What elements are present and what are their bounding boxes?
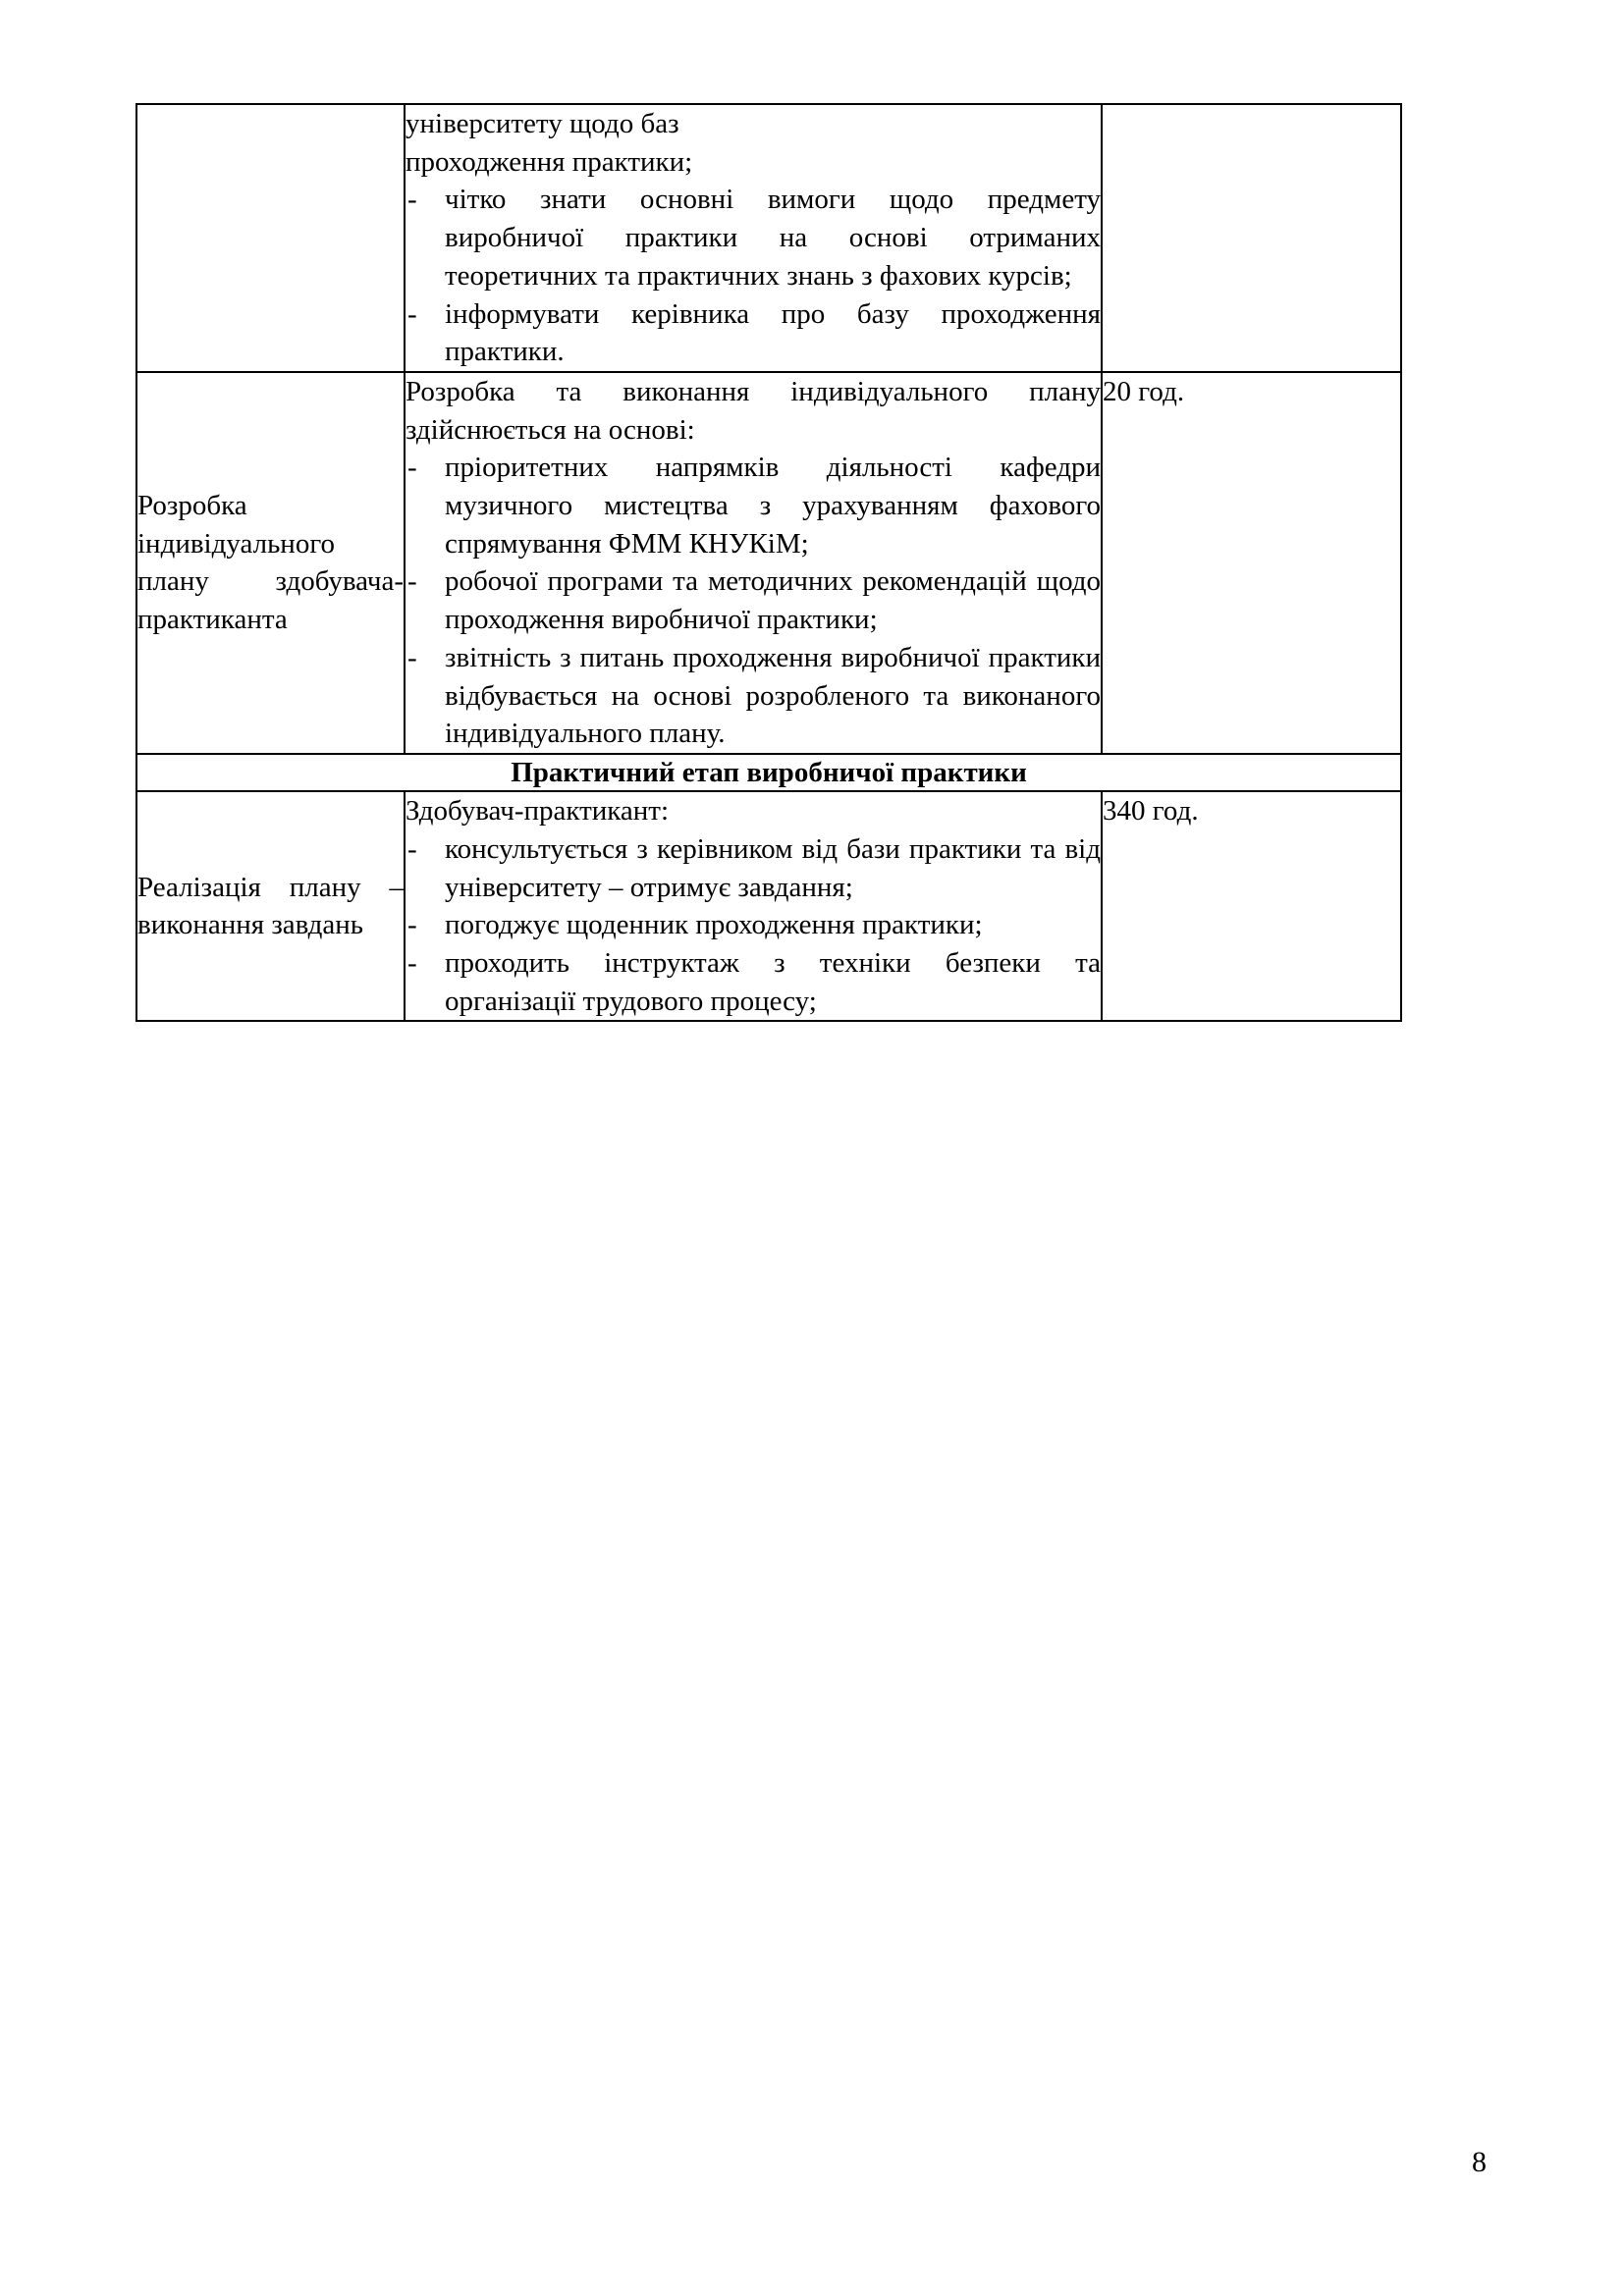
practice-stages-table (135, 103, 1402, 1022)
row2-lead-text: Розробка та виконання індивідуального плану здійснюється на основі: (406, 375, 1101, 446)
row3-stage-name: Реалізація плану – виконання завдань (137, 871, 404, 941)
row3-bullet-list (406, 830, 1101, 1021)
list-item-text: пріоритетних напрямків діяльності кафедри музичного мистецтва з урахуванням фахового спрямування ФММ КНУКіМ; (445, 452, 1101, 560)
row1-continued-line-1: університету щодо баз (406, 108, 679, 139)
list-item-text: проходить інструктаж з техніки безпеки та організації трудового процесу; (445, 947, 1101, 1017)
row3-content-cell (405, 791, 1102, 1021)
dash-bullet-icon: - (407, 452, 417, 484)
row2-stage-name-cell (136, 372, 405, 754)
row1-content-cell (405, 104, 1102, 372)
list-item (406, 944, 1101, 1020)
dash-bullet-icon: - (407, 184, 417, 216)
row2-stage-name: Розробка індивідуального плану здобувача-практиканта (137, 490, 404, 635)
table-row (136, 791, 1401, 1021)
section-band-row (136, 754, 1401, 791)
row3-hours: 340 год. (1103, 795, 1199, 828)
row1-continued-line-2: проходження практики; (406, 145, 693, 178)
row2-bullet-list (406, 449, 1101, 753)
dash-bullet-icon: - (407, 832, 417, 865)
list-item-text: чітко знати основні вимоги щодо предмету виробничої практики на основі отриманих теоретичних та практичних знань з фахових курсів; (445, 184, 1101, 292)
dash-bullet-icon: - (407, 565, 417, 598)
row3-hours-cell (1102, 791, 1401, 1021)
list-item-text: звітність з питань проходження виробничої практики відбувається на основі розробленого та виконаного індивідуального плану. (445, 641, 1101, 750)
section-band-title: Практичний етап виробничої практики (511, 756, 1027, 788)
table-row (136, 372, 1401, 754)
list-item (406, 562, 1101, 638)
row3-lead-text: Здобувач-практикант: (406, 795, 670, 828)
list-item-text: погоджує щоденник проходження практики; (445, 909, 983, 941)
list-item (406, 295, 1101, 371)
table-row (136, 104, 1401, 372)
row2-hours: 20 год. (1103, 375, 1185, 407)
list-item (406, 449, 1101, 562)
list-item (406, 639, 1101, 753)
list-item (406, 830, 1101, 906)
page-number: 8 (1472, 2146, 1487, 2178)
dash-bullet-icon: - (407, 641, 417, 673)
row3-stage-name-cell (136, 791, 405, 1021)
list-item-text: консультується з керівником від бази практики та від університету – отримує завдання; (445, 832, 1101, 903)
row2-hours-cell (1102, 372, 1401, 754)
row1-stage-name-cell (136, 104, 405, 372)
list-item (406, 181, 1101, 294)
row1-bullet-list (406, 181, 1101, 371)
dash-bullet-icon: - (407, 297, 417, 330)
section-band-cell (136, 754, 1401, 791)
list-item (406, 906, 1101, 944)
row1-hours-cell (1102, 104, 1401, 372)
list-item-text: робочої програми та методичних рекомендацій щодо проходження виробничої практики; (445, 565, 1101, 636)
row2-content-cell (405, 372, 1102, 754)
list-item-text: інформувати керівника про базу проходження практики. (445, 297, 1101, 368)
dash-bullet-icon: - (407, 947, 417, 980)
dash-bullet-icon: - (407, 909, 417, 941)
